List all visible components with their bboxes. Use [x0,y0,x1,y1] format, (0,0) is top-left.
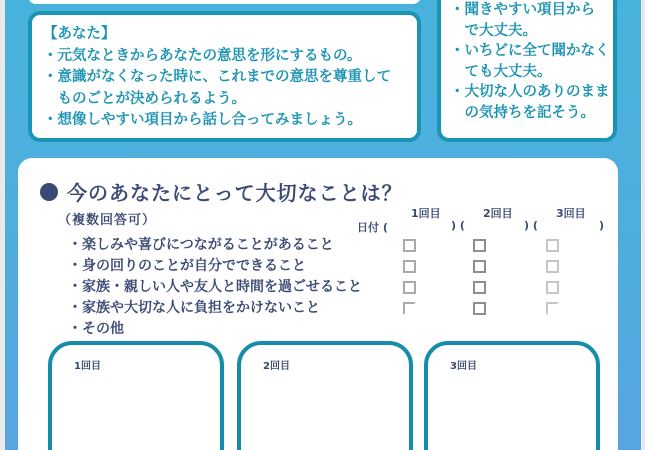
checkbox-row1-attempt3[interactable] [546,239,559,252]
intro-line: 【あなた】 [43,26,116,42]
date-field-2[interactable] [472,219,522,233]
intro-line: ・想像しやすい項目から話し合ってみましょう。 [43,112,362,128]
list-item: ・身の回りのことが自分でできること [68,258,306,274]
side-box-text [450,0,609,123]
date-field-1[interactable] [399,219,449,233]
multiple-answers-note: （複数回答可） [58,213,157,228]
side-box-tips [437,0,617,142]
checkbox-row3-attempt1[interactable] [403,281,416,294]
list-item: ・その他 [68,321,124,337]
checkbox-row2-attempt1[interactable] [403,260,416,273]
intro-box-anata [28,11,421,142]
checkbox-row4-attempt1[interactable] [403,302,416,315]
answer-box-1[interactable] [48,341,224,450]
side-line: で大丈夫。 [464,22,537,39]
side-line: ・いちどに全て聞かなく [450,43,610,59]
side-line: ・聞きやすい項目から [450,2,595,18]
bullet-dot-icon [40,183,58,201]
answer-box-3[interactable] [424,341,600,450]
answer-box-label: 2回目 [263,361,290,372]
checkbox-matrix [403,239,583,329]
checkbox-row4-attempt3[interactable] [546,302,559,315]
date-label: 日付 ( [357,221,388,234]
attempt-label-3: 3回目 [556,207,586,220]
side-line: ・大切な人のありのまま [450,84,610,100]
intro-line: ・意識がなくなった時に、これまでの意思を尊重して [43,69,391,85]
checkbox-row4-attempt2[interactable] [473,302,486,315]
attempt-label-2: 2回目 [483,207,513,220]
intro-box-text [43,24,411,132]
checkbox-row1-attempt2[interactable] [473,239,486,252]
checkbox-row3-attempt2[interactable] [473,281,486,294]
date-header [355,205,615,237]
date-field-3[interactable] [545,219,595,233]
list-item: ・家族・親しい人や友人と時間を過ごせること [68,279,362,295]
section-heading: 今のあなたにとって大切なことは？ [67,181,403,205]
main-question-section [18,158,618,450]
checkbox-row3-attempt3[interactable] [546,281,559,294]
side-line: の気持ちを記そう。 [464,104,595,121]
intro-line: ・元気なときからあなたの意思を形にするもの。 [43,47,362,64]
answer-box-label: 3回目 [450,361,477,372]
date-paren-end: ) [599,219,605,232]
answer-box-label: 1回目 [74,361,101,372]
section-heading-row [40,177,403,206]
checkbox-row2-attempt3[interactable] [546,260,559,273]
answer-box-2[interactable] [237,341,413,450]
list-item: ・家族や大切な人に負担をかけないこと [68,300,320,316]
important-things-list [68,235,362,340]
attempt-label-1: 1回目 [411,207,441,220]
date-paren-sep-2: ) ( [524,219,538,232]
date-paren-sep-1: ) ( [451,219,465,232]
list-item: ・楽しみや喜びにつながることがあること [68,237,334,253]
previous-box-bottom-edge [28,0,421,4]
side-line: ても大丈夫。 [464,63,552,80]
checkbox-row2-attempt2[interactable] [473,260,486,273]
checkbox-row1-attempt1[interactable] [403,239,416,252]
intro-line: ものごとが決められるよう。 [57,90,246,107]
